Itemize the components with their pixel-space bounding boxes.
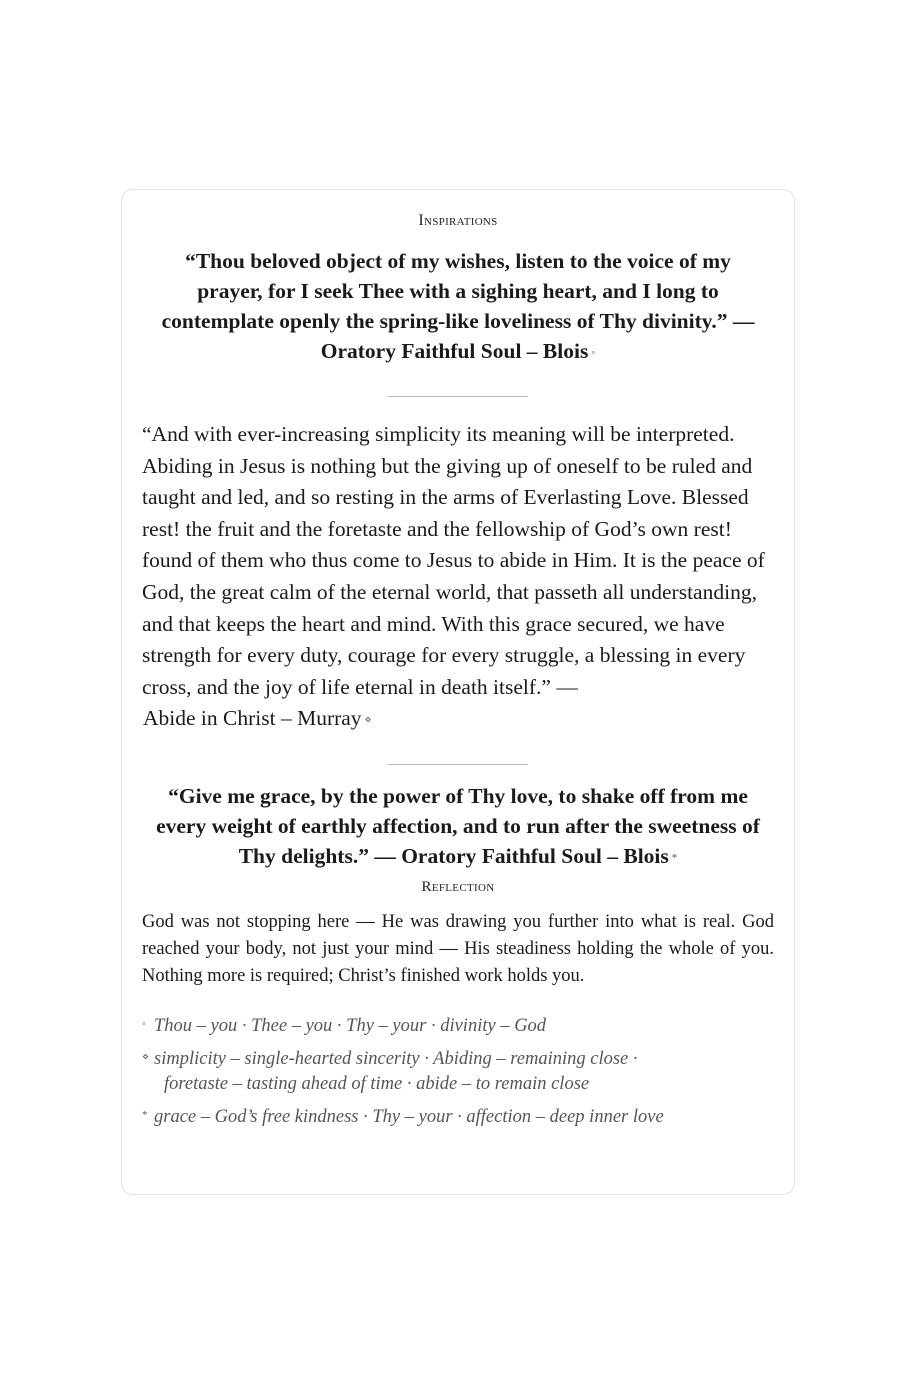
quote-1-attribution: — Oratory Faithful Soul – Blois <box>320 309 755 363</box>
section-title: Inspirations <box>418 212 498 229</box>
quote-2 <box>122 781 794 873</box>
note-marker: * <box>142 1108 148 1121</box>
note-text-continued: foretaste – tasting ahead of time · abide – to remain close <box>164 1073 590 1094</box>
reflection-title: Reflection <box>421 878 495 895</box>
glossary-note <box>142 1105 774 1130</box>
note-text: simplicity – single-hearted sincerity · Abiding – remaining close · <box>154 1048 638 1069</box>
inspiration-card <box>121 189 795 1195</box>
divider <box>388 396 528 397</box>
quote-1-text: “Thou beloved object of my wishes, listen to the voice of my prayer, for I seek Thee with a sighing heart, and I long to contemplate openly the spring-like loveliness of Thy divinity.” <box>161 249 731 333</box>
quote-1 <box>122 246 794 368</box>
note-marker: ⋄ <box>142 1050 149 1063</box>
note-marker: ◦ <box>142 1017 146 1030</box>
passage-attribution: Abide in Christ – Murray <box>143 706 362 731</box>
reflection-text: God was not stopping here — He was drawing you further into what is real. God reached your body, not just your mind — His steadiness holding the whole of you. Nothing more is required; Christ’s finished work holds you. <box>142 911 774 986</box>
glossary-note <box>142 1014 774 1039</box>
divider <box>388 764 528 765</box>
quote-1-marker: ◦ <box>591 347 596 359</box>
passage <box>122 419 794 737</box>
note-text: Thou – you · Thee – you · Thy – your · divinity – God <box>154 1015 547 1036</box>
glossary-notes <box>122 1014 794 1130</box>
quote-2-attribution: — Oratory Faithful Soul – Blois <box>374 843 669 868</box>
quote-2-text: “Give me grace, by the power of Thy love, to shake off from me every weight of earthly affection, and to run after the sweetness of Thy delights.” <box>156 783 760 868</box>
quote-2-marker: * <box>671 851 678 864</box>
glossary-note <box>142 1047 774 1097</box>
passage-text: “And with ever-increasing simplicity its meaning will be interpreted. Abiding in Jesus is nothing but the giving up of oneself to be ruled and taught and led, and so resting in the arms of Everlasting Love. Blessed rest! the fruit and the foretaste and the fellowship of God’s own rest! found of them who thus come to Jesus to abide in Him. It is the peace of God, the great calm of the eternal world, that passeth all understanding, and that keeps the heart and mind. With this grace secured, we have strength for every duty, courage for every struggle, a blessing in every cross, and the joy of life eternal in death itself.” — <box>142 422 765 699</box>
note-text: grace – God’s free kindness · Thy – your · affection – deep inner love <box>154 1106 664 1127</box>
passage-marker: ⋄ <box>364 714 372 727</box>
